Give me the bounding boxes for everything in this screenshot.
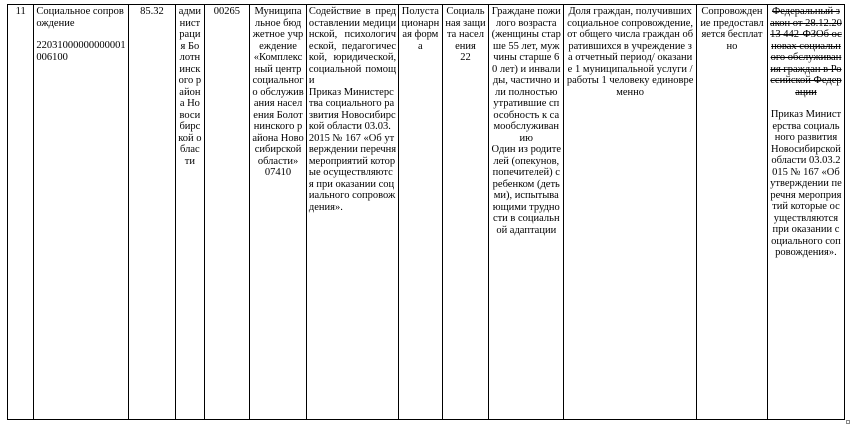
service-name-cell bbox=[34, 5, 128, 420]
resize-handle-icon bbox=[846, 420, 850, 424]
authority-code-cell: 00265 bbox=[204, 5, 250, 420]
content-cell bbox=[306, 5, 398, 420]
content-order: Приказ Министерства социального развития Новосибирской области 03.03.2015 № 167 «Об утверждении перечня мероприятий которые осуществляются при оказании социального сопровождения». bbox=[308, 86, 397, 213]
recipients-cell bbox=[489, 5, 564, 420]
law-federal: Федеральный закон от 28.12.2013 442-ФЗОб основах социального обслуживания граждан в Российской Федерации bbox=[770, 6, 842, 98]
authority-cell: администрация Болотнинского района Новосибирской области bbox=[176, 5, 204, 420]
indicator-cell: Доля граждан, получивших социальное сопровождение, от общего числа граждан обратившихся в учреждение за отчетный период/ оказание 1 муниципальной услуги /работы 1 человеку единовременно bbox=[564, 5, 697, 420]
sphere-cell bbox=[442, 5, 489, 420]
row-number: 11 bbox=[8, 5, 34, 420]
recipients-parents: Один из родителей (опекунов, попечителей) с ребенком (детьми), испытывающими трудности в социальной адаптации bbox=[491, 144, 561, 236]
law-order: Приказ Министерства социального развития Новосибирской области 03.03.2015 № 167 «Об утверждении перечня мероприятий которые осуществляются при оказании социального сопровождения». bbox=[770, 109, 842, 258]
form-cell: Полустационарная форма bbox=[399, 5, 443, 420]
sphere-name: Социальная защита населения bbox=[445, 6, 486, 52]
institution-cell bbox=[250, 5, 307, 420]
institution-code: 07410 bbox=[264, 167, 292, 178]
table-row bbox=[8, 5, 845, 420]
value-cell: 85.32 bbox=[128, 5, 176, 420]
service-code: 22031000000000001006100 bbox=[36, 40, 126, 63]
law-cell bbox=[767, 5, 844, 420]
service-name: Социальное сопровождение bbox=[36, 6, 124, 29]
content-text: Содействие в предоставлении медицинской, психологической, педагогической, юридической, социальной помощи bbox=[308, 6, 397, 86]
institution-name: Муниципальное бюджетное учреждение «Комплексный центр социального обслуживания населения Болотнинского района Новосибирской области» bbox=[252, 6, 304, 167]
payment-cell: Сопровождение предоставляется бесплатно bbox=[696, 5, 767, 420]
sphere-code: 22 bbox=[460, 52, 471, 63]
service-register-table bbox=[7, 4, 845, 420]
recipients-elderly: Граждане пожилого возраста (женщины старше 55 лет, мужчины старше 60 лет) и инвалиды, частично или полностью утратившие способность к самообслуживанию bbox=[491, 6, 561, 144]
